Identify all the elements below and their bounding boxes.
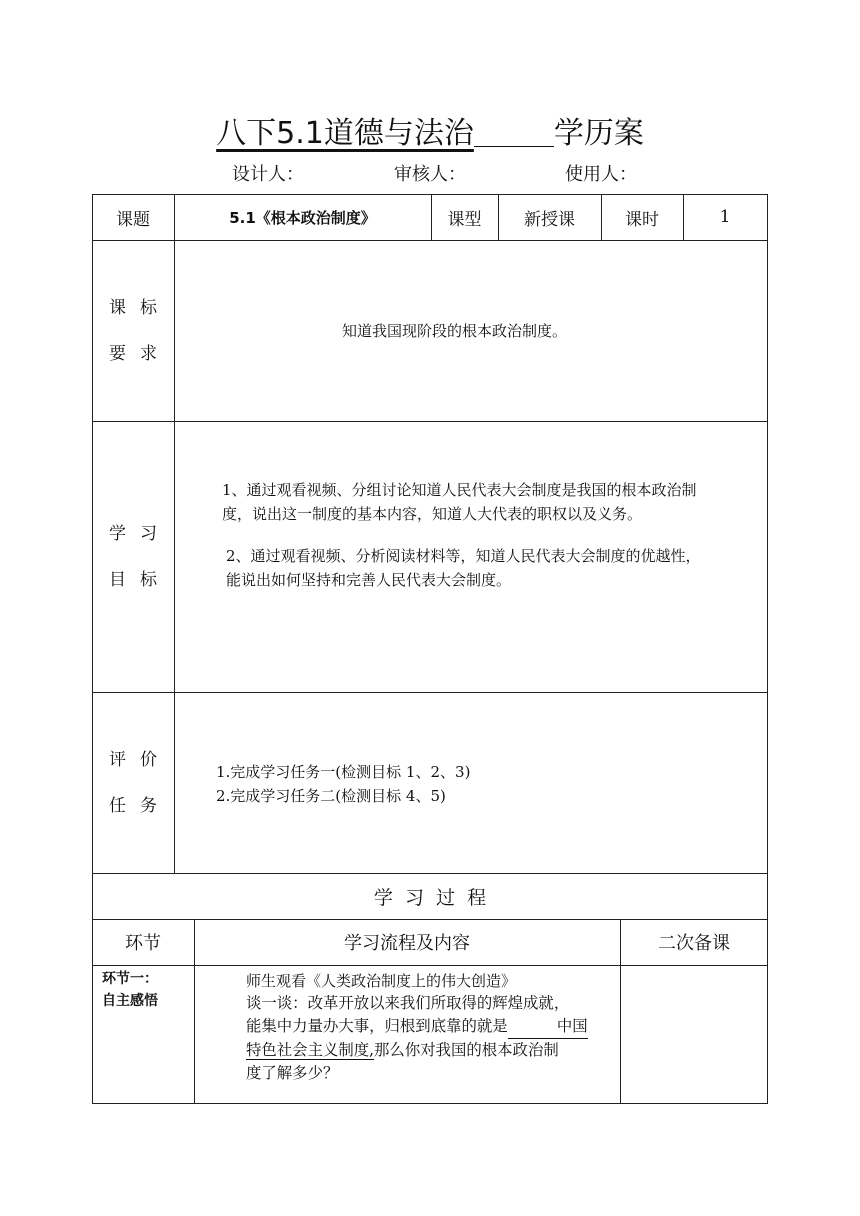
evaluation-tasks	[216, 760, 470, 808]
goal-1-line-2: 度，说出这一制度的基本内容，知道人大代表的职权以及义务。	[222, 505, 643, 523]
rule	[92, 240, 768, 241]
col-stage: 环节	[125, 933, 161, 954]
type-label: 课型	[447, 209, 482, 230]
title-suffix: 学历案	[553, 116, 644, 151]
standard-text: 知道我国现阶段的根本政治制度。	[342, 322, 568, 340]
hours-label: 课时	[625, 209, 659, 230]
type-value: 新授课	[524, 209, 575, 230]
lesson-table	[92, 194, 768, 1104]
hours-value: 1	[719, 207, 731, 227]
stage1-line-2: 谈一谈：改革开放以来我们所取得的辉煌成就，	[246, 994, 570, 1012]
stage1-line-1: 师生观看《人类政治制度上的伟大创造》	[246, 972, 517, 990]
stage1-content-body	[246, 992, 588, 1085]
rule	[767, 194, 768, 1104]
stage1-name	[102, 968, 158, 1012]
goal-2-line-1: 2、通过观看视频、分析阅读材料等，知道人民代表大会制度的优越性，	[226, 547, 701, 565]
goal-item-1	[222, 478, 697, 526]
stage1-line-3	[246, 1015, 588, 1039]
user-label: 使用人：	[565, 164, 637, 185]
goals-label-line1: 学习	[109, 524, 171, 544]
stage1-name-line1: 环节一：	[102, 971, 158, 987]
goals-label-line2: 目标	[109, 570, 171, 590]
stage1-answer-2: 特色社会主义制度,	[246, 1041, 375, 1059]
col-content: 学习流程及内容	[344, 933, 470, 954]
stage1-line-4	[246, 1039, 588, 1062]
standard-label-line2: 要求	[109, 344, 171, 364]
evaluation-task-2: 2.完成学习任务二(检测目标 4、5)	[216, 787, 446, 805]
rule	[174, 194, 175, 873]
process-heading: 学 习 过 程	[373, 886, 487, 909]
rule	[92, 692, 768, 693]
stage1-line-5: 度了解多少？	[246, 1064, 339, 1082]
goal-item-2	[226, 544, 701, 592]
stage1-line-3-pre: 能集中力量办大事，归根到底靠的就是	[246, 1017, 508, 1035]
col-second: 二次备课	[658, 933, 730, 954]
stage1-line-4-post: 那么你对我国的根本政治制	[374, 1041, 559, 1059]
stage1-name-line2: 自主感悟	[102, 993, 158, 1009]
standard-label-line1: 课标	[109, 298, 171, 318]
evaluation-label-line2: 任务	[109, 796, 171, 816]
rule	[92, 421, 768, 422]
stage1-content	[246, 970, 516, 993]
stage1-answer-1: 中国	[508, 1015, 588, 1039]
reviewer-label: 审核人：	[394, 164, 466, 185]
goal-1-line-1: 1、通过观看视频、分组讨论知道人民代表大会制度是我国的根本政治制	[222, 481, 697, 499]
goals-label	[92, 511, 174, 603]
topic-value: 5.1《根本政治制度》	[229, 208, 376, 227]
topic-label: 课题	[116, 209, 150, 230]
goal-2-line-2: 能说出如何坚持和完善人民代表大会制度。	[226, 571, 512, 589]
designer-label: 设计人：	[232, 164, 304, 185]
title-main: 八下5.1道德与法治	[216, 116, 474, 151]
document-title	[0, 108, 860, 152]
title-blank	[474, 118, 554, 147]
standard-label	[92, 285, 174, 377]
evaluation-label	[92, 737, 174, 829]
evaluation-label-line1: 评价	[109, 750, 171, 770]
evaluation-task-1: 1.完成学习任务一(检测目标 1、2、3)	[216, 763, 471, 781]
